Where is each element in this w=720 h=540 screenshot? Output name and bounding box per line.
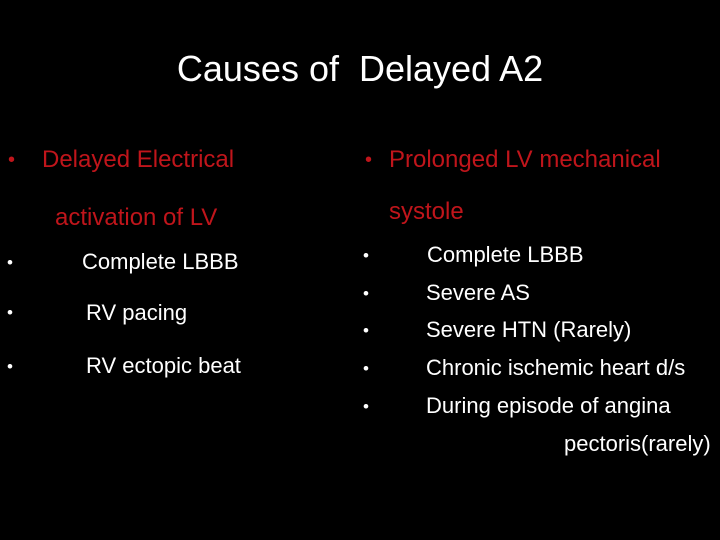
- right-item-2-text: Severe AS: [426, 280, 530, 305]
- slide-title: Causes of Delayed A2: [176, 48, 544, 89]
- left-item-1-bullet: •: [7, 253, 13, 272]
- right-item-5-bullet: •: [363, 397, 369, 416]
- right-heading-line1: Prolonged LV mechanical: [389, 146, 661, 173]
- left-item-1-text: Complete LBBB: [82, 249, 239, 274]
- left-heading-line1: Delayed Electrical: [42, 146, 235, 173]
- left-item-2-text: RV pacing: [86, 300, 188, 325]
- right-heading-line2: systole: [389, 198, 464, 225]
- right-item-1-text: Complete LBBB: [427, 242, 584, 267]
- left-item-2-bullet: •: [7, 303, 13, 322]
- right-item-3-text: Severe HTN (Rarely): [426, 317, 632, 342]
- left-heading-bullet: •: [8, 149, 16, 171]
- left-heading-line2: activation of LV: [55, 204, 218, 231]
- right-item-4-bullet: •: [363, 359, 369, 378]
- right-item-5-text: During episode of angina: [426, 393, 671, 418]
- left-item-3-text: RV ectopic beat: [86, 353, 241, 378]
- right-item-4-text: Chronic ischemic heart d/s: [426, 355, 686, 380]
- right-heading-bullet: •: [365, 149, 373, 171]
- right-item-2-bullet: •: [363, 284, 369, 303]
- left-item-3-bullet: •: [7, 357, 13, 376]
- right-item-5-continuation: pectoris(rarely): [564, 431, 711, 456]
- right-item-3-bullet: •: [363, 321, 369, 340]
- right-item-1-bullet: •: [363, 246, 369, 265]
